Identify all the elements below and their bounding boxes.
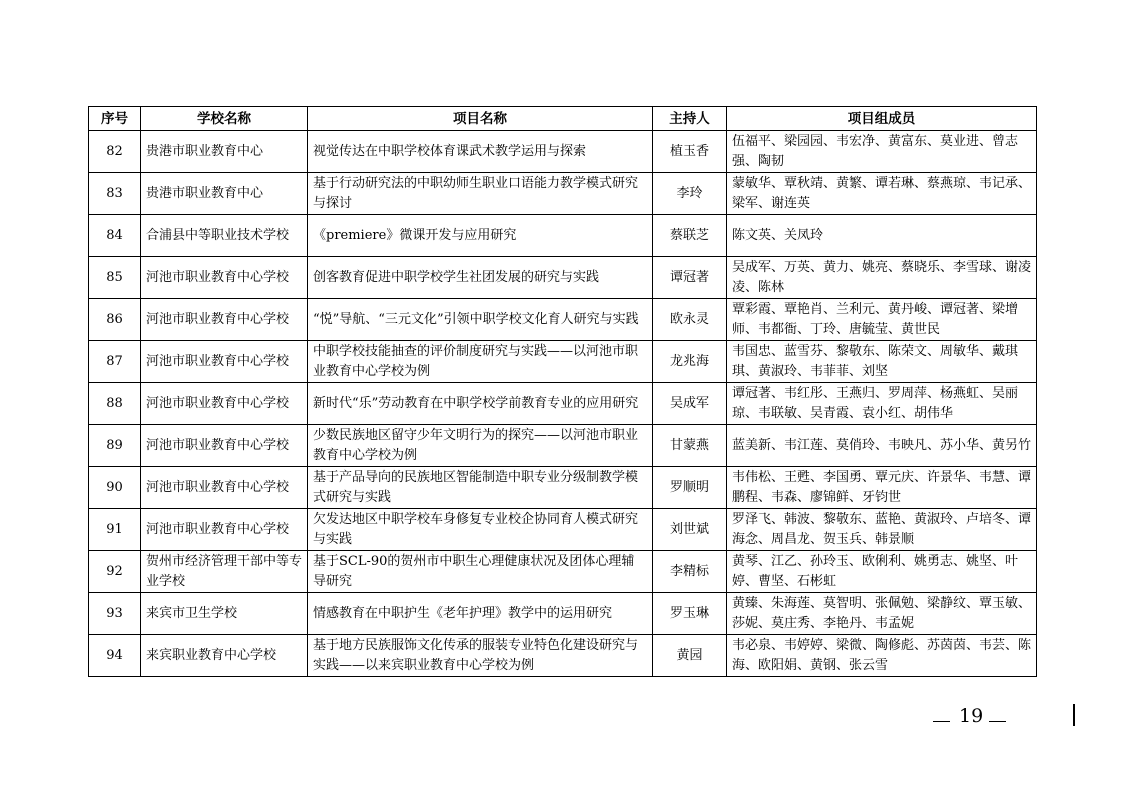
- cell-members: 蒙敏华、覃秋靖、黄繁、谭若琳、蔡燕琼、韦记承、梁军、谢连英: [727, 173, 1037, 215]
- cell-no: 84: [89, 215, 141, 257]
- cell-host: 黄园: [653, 635, 727, 677]
- cell-no: 94: [89, 635, 141, 677]
- cell-school: 河池市职业教育中心学校: [141, 257, 308, 299]
- cell-project: 中职学校技能抽查的评价制度研究与实践——以河池市职业教育中心学校为例: [308, 341, 653, 383]
- cell-host: 刘世斌: [653, 509, 727, 551]
- cell-host: 罗顺明: [653, 467, 727, 509]
- cell-project: 基于地方民族服饰文化传承的服装专业特色化建设研究与实践——以来宾职业教育中心学校为例: [308, 635, 653, 677]
- table-row: [89, 257, 1037, 299]
- header-project: 项目名称: [308, 107, 653, 131]
- table-row: [89, 635, 1037, 677]
- cell-project: 《premiere》微课开发与应用研究: [308, 215, 653, 257]
- cell-members: 覃彩霞、覃艳肖、兰利元、黄丹峻、谭冠著、梁增师、韦都衙、丁玲、唐毓莹、黄世民: [727, 299, 1037, 341]
- cell-no: 93: [89, 593, 141, 635]
- page-number-right-dash: [989, 721, 1006, 722]
- cell-no: 91: [89, 509, 141, 551]
- cell-members: 伍福平、梁园园、韦宏净、黄富东、莫业进、曾志强、陶韧: [727, 131, 1037, 173]
- cell-members: 谭冠著、韦红彤、王燕归、罗周萍、杨燕虹、吴丽琼、韦联敏、吴青霞、袁小红、胡伟华: [727, 383, 1037, 425]
- cell-school: 河池市职业教育中心学校: [141, 383, 308, 425]
- header-school: 学校名称: [141, 107, 308, 131]
- header-no: 序号: [89, 107, 141, 131]
- cell-host: 甘蒙燕: [653, 425, 727, 467]
- page-number-text: 19: [959, 705, 984, 727]
- cell-members: 蓝美新、韦江莲、莫俏玲、韦映凡、苏小华、黄另竹: [727, 425, 1037, 467]
- cell-members: 黄琴、江乙、孙玲玉、欧俐利、姚勇志、姚坚、叶婷、曹坚、石彬虹: [727, 551, 1037, 593]
- cell-project: 情感教育在中职护生《老年护理》教学中的运用研究: [308, 593, 653, 635]
- cell-host: 欧永灵: [653, 299, 727, 341]
- cell-project: 欠发达地区中职学校车身修复专业校企协同育人模式研究与实践: [308, 509, 653, 551]
- cell-project: 少数民族地区留守少年文明行为的探究——以河池市职业教育中心学校为例: [308, 425, 653, 467]
- table-row: [89, 425, 1037, 467]
- header-members: 项目组成员: [727, 107, 1037, 131]
- margin-line: [1073, 704, 1075, 726]
- table-row: [89, 215, 1037, 257]
- table-row: [89, 299, 1037, 341]
- table-row: [89, 509, 1037, 551]
- cell-host: 罗玉琳: [653, 593, 727, 635]
- cell-project: 基于SCL-90的贺州市中职生心理健康状况及团体心理辅导研究: [308, 551, 653, 593]
- table-row: [89, 383, 1037, 425]
- table-header-row: [89, 107, 1037, 131]
- cell-school: 合浦县中等职业技术学校: [141, 215, 308, 257]
- cell-school: 河池市职业教育中心学校: [141, 509, 308, 551]
- cell-host: 李玲: [653, 173, 727, 215]
- cell-members: 罗泽飞、韩波、黎敬东、蓝艳、黄淑玲、卢培冬、谭海念、周昌龙、贺玉兵、韩景顺: [727, 509, 1037, 551]
- cell-host: 李精标: [653, 551, 727, 593]
- cell-host: 龙兆海: [653, 341, 727, 383]
- cell-host: 谭冠著: [653, 257, 727, 299]
- cell-members: 黄臻、朱海莲、莫智明、张佩勉、梁静纹、覃玉敏、莎妮、莫庄秀、李艳丹、韦孟妮: [727, 593, 1037, 635]
- page-number: [933, 705, 1023, 729]
- cell-project: “悦”导航、“三元文化”引领中职学校文化育人研究与实践: [308, 299, 653, 341]
- cell-school: 贵港市职业教育中心: [141, 131, 308, 173]
- cell-members: 韦国忠、蓝雪芬、黎敬东、陈荣文、周敏华、戴琪琪、黄淑玲、韦菲菲、刘坚: [727, 341, 1037, 383]
- cell-no: 86: [89, 299, 141, 341]
- cell-members: 韦伟松、王甦、李国勇、覃元庆、许景华、韦慧、谭鹏程、韦森、廖锦鲜、牙钧世: [727, 467, 1037, 509]
- cell-project: 基于产品导向的民族地区智能制造中职专业分级制教学模式研究与实践: [308, 467, 653, 509]
- table-row: [89, 467, 1037, 509]
- cell-no: 83: [89, 173, 141, 215]
- table-row: [89, 173, 1037, 215]
- table-row: [89, 341, 1037, 383]
- cell-school: 河池市职业教育中心学校: [141, 299, 308, 341]
- cell-project: 新时代“乐”劳动教育在中职学校学前教育专业的应用研究: [308, 383, 653, 425]
- table-row: [89, 593, 1037, 635]
- page-number-left-dash: [933, 721, 950, 722]
- cell-members: 吴成军、万英、黄力、姚亮、蔡晓乐、李雪球、谢凌凌、陈林: [727, 257, 1037, 299]
- header-host: 主持人: [653, 107, 727, 131]
- cell-host: 吴成军: [653, 383, 727, 425]
- cell-school: 来宾市卫生学校: [141, 593, 308, 635]
- cell-school: 河池市职业教育中心学校: [141, 425, 308, 467]
- cell-host: 蔡联芝: [653, 215, 727, 257]
- cell-members: 陈文英、关凤玲: [727, 215, 1037, 257]
- cell-project: 创客教育促进中职学校学生社团发展的研究与实践: [308, 257, 653, 299]
- cell-no: 87: [89, 341, 141, 383]
- cell-no: 82: [89, 131, 141, 173]
- cell-no: 90: [89, 467, 141, 509]
- cell-host: 植玉香: [653, 131, 727, 173]
- cell-project: 视觉传达在中职学校体育课武术教学运用与探索: [308, 131, 653, 173]
- cell-school: 河池市职业教育中心学校: [141, 467, 308, 509]
- cell-school: 贵港市职业教育中心: [141, 173, 308, 215]
- cell-no: 92: [89, 551, 141, 593]
- project-table: [88, 106, 1037, 677]
- table-row: [89, 131, 1037, 173]
- cell-members: 韦必泉、韦婷婷、梁微、陶修彪、苏茵茵、韦芸、陈海、欧阳娟、黄钢、张云雪: [727, 635, 1037, 677]
- cell-no: 88: [89, 383, 141, 425]
- cell-school: 贺州市经济管理干部中等专业学校: [141, 551, 308, 593]
- cell-school: 河池市职业教育中心学校: [141, 341, 308, 383]
- cell-project: 基于行动研究法的中职幼师生职业口语能力教学模式研究与探讨: [308, 173, 653, 215]
- cell-school: 来宾职业教育中心学校: [141, 635, 308, 677]
- cell-no: 89: [89, 425, 141, 467]
- cell-no: 85: [89, 257, 141, 299]
- table-row: [89, 551, 1037, 593]
